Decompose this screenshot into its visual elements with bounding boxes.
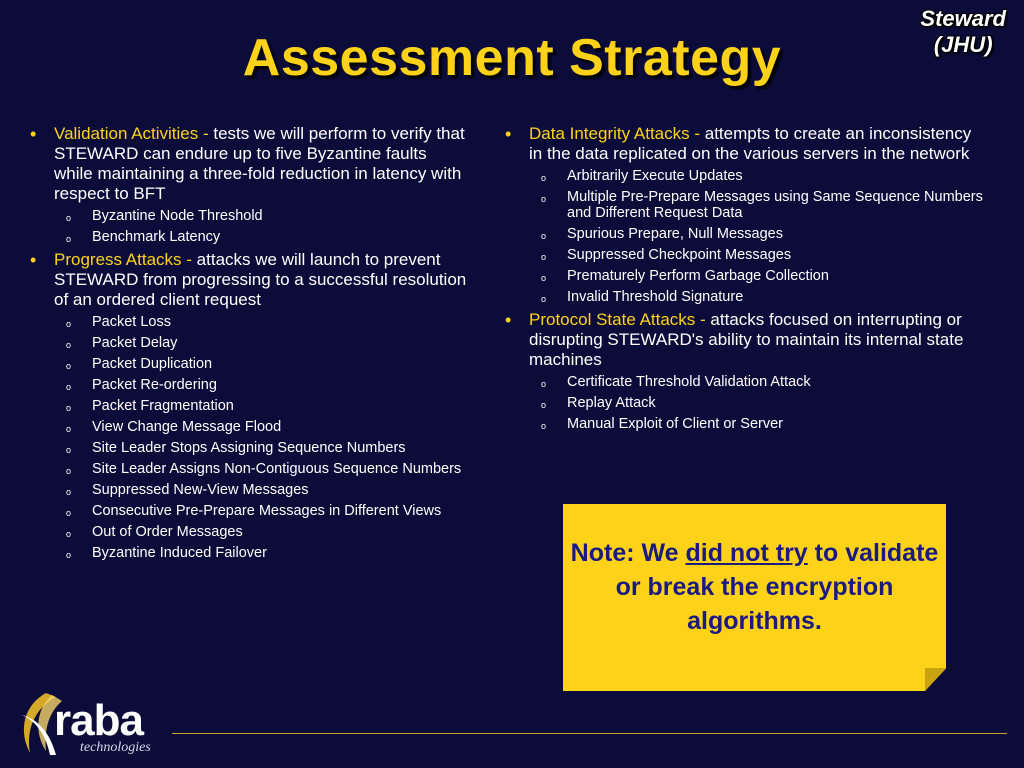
sub-bullet (529, 416, 985, 432)
sub-bullet-list (54, 314, 470, 561)
sub-bullet-text: Spurious Prepare, Null Messages (567, 226, 783, 242)
note-underlined: did not try (685, 539, 808, 567)
sub-bullet-text: Site Leader Assigns Non-Contiguous Sequence Numbers (92, 461, 462, 477)
sub-bullet (529, 247, 985, 263)
sub-bullet (54, 419, 470, 435)
bullet-dot-icon: • (30, 124, 37, 144)
sub-bullet-text: Byzantine Induced Failover (92, 545, 267, 561)
sub-bullet-text: Packet Re-ordering (92, 377, 217, 393)
bullet-text: attempts to create an inconsistency in the data replicated on the various servers in the network (529, 124, 972, 163)
sub-bullet (54, 356, 470, 372)
sub-bullet-text: Manual Exploit of Client or Server (567, 416, 783, 432)
sub-bullet-text: View Change Message Flood (92, 419, 282, 435)
circle-bullet-icon: o (66, 424, 72, 434)
sub-bullet-text: Replay Attack (567, 395, 656, 411)
sub-bullet-text: Suppressed Checkpoint Messages (567, 247, 792, 263)
left-column (30, 124, 470, 566)
circle-bullet-icon: o (66, 319, 72, 329)
sub-bullet (54, 314, 470, 330)
circle-bullet-icon: o (541, 252, 547, 262)
circle-bullet-icon: o (66, 213, 72, 223)
sub-bullet-text: Packet Loss (92, 314, 171, 330)
sub-bullet (529, 226, 985, 242)
note-suffix: to validate or break the encryption algorithms. (615, 539, 939, 635)
circle-bullet-icon: o (541, 173, 547, 183)
sub-bullet (529, 395, 985, 411)
circle-bullet-icon: o (66, 382, 72, 392)
bullet-text: attacks focused on interrupting or disrupting STEWARD's ability to maintain its internal state machines (529, 310, 964, 369)
sub-bullet (54, 377, 470, 393)
bullet-lead: Progress Attacks - (54, 250, 197, 269)
corner-tag-line-2: (JHU) (933, 32, 993, 57)
sub-bullet (54, 208, 470, 224)
circle-bullet-icon: o (541, 194, 547, 204)
bullet-lead: Data Integrity Attacks - (529, 124, 705, 143)
sub-bullet (54, 503, 470, 519)
sub-bullet-text: Out of Order Messages (92, 524, 243, 540)
logo-subtitle: technologies (80, 740, 151, 755)
bullet-dot-icon: • (505, 124, 512, 144)
bullet-lead: Validation Activities - (54, 124, 214, 143)
sub-bullet (529, 189, 985, 221)
right-column (505, 124, 985, 437)
sub-bullet-text: Arbitrarily Execute Updates (567, 168, 743, 184)
sub-bullet (54, 524, 470, 540)
sub-bullet-text: Prematurely Perform Garbage Collection (567, 268, 829, 284)
sub-bullet (54, 482, 470, 498)
main-bullet (505, 310, 985, 432)
bullet-dot-icon: • (30, 250, 37, 270)
sub-bullet (54, 461, 470, 477)
sub-bullet-text: Packet Fragmentation (92, 398, 234, 414)
circle-bullet-icon: o (66, 403, 72, 413)
circle-bullet-icon: o (66, 466, 72, 476)
slide-title: Assessment Strategy (242, 29, 782, 87)
sub-bullet (54, 229, 470, 245)
circle-bullet-icon: o (541, 379, 547, 389)
sub-bullet (529, 168, 985, 184)
main-bullet (505, 124, 985, 305)
sub-bullet-text: Invalid Threshold Signature (567, 289, 744, 305)
circle-bullet-icon: o (541, 273, 547, 283)
bullet-text: tests we will perform to verify that STEWARD can endure up to five Byzantine faults while maintaining a three-fold reduction in latency with respect to BFT (54, 124, 465, 203)
sub-bullet-list (529, 374, 985, 432)
sub-bullet-text: Byzantine Node Threshold (92, 208, 263, 224)
sub-bullet (529, 289, 985, 305)
circle-bullet-icon: o (66, 361, 72, 371)
footer-divider (172, 733, 1007, 734)
corner-tag (920, 6, 1006, 58)
sub-bullet (54, 440, 470, 456)
sub-bullet (54, 335, 470, 351)
bullet-dot-icon: • (505, 310, 512, 330)
circle-bullet-icon: o (66, 529, 72, 539)
circle-bullet-icon: o (66, 445, 72, 455)
circle-bullet-icon: o (541, 421, 547, 431)
circle-bullet-icon: o (541, 400, 547, 410)
sub-bullet-text: Packet Duplication (92, 356, 213, 372)
sub-bullet (54, 545, 470, 561)
corner-tag-line-1: Steward (920, 6, 1006, 31)
sub-bullet-list (54, 208, 470, 245)
sub-bullet-text: Suppressed New-View Messages (92, 482, 309, 498)
sub-bullet-text: Consecutive Pre-Prepare Messages in Different Views (92, 503, 442, 519)
circle-bullet-icon: o (66, 550, 72, 560)
left-bullet-list (30, 124, 470, 561)
sub-bullet-text: Multiple Pre-Prepare Messages using Same Sequence Numbers and Different Request Data (567, 189, 983, 221)
sub-bullet-text: Certificate Threshold Validation Attack (567, 374, 811, 390)
main-bullet (30, 250, 470, 561)
bullet-text: attacks we will launch to prevent STEWARD from progressing to a successful resolution of an ordered client request (54, 250, 467, 309)
circle-bullet-icon: o (66, 340, 72, 350)
sub-bullet-list (529, 168, 985, 305)
circle-bullet-icon: o (541, 294, 547, 304)
sub-bullet-text: Benchmark Latency (92, 229, 221, 245)
circle-bullet-icon: o (66, 487, 72, 497)
logo-wordmark: raba (54, 696, 143, 745)
bullet-lead: Protocol State Attacks - (529, 310, 711, 329)
right-bullet-list (505, 124, 985, 432)
sub-bullet (529, 374, 985, 390)
sub-bullet (54, 398, 470, 414)
sub-bullet-text: Site Leader Stops Assigning Sequence Numbers (92, 440, 406, 456)
note-prefix: Note: We (570, 539, 686, 567)
sub-bullet-text: Packet Delay (92, 335, 178, 351)
circle-bullet-icon: o (66, 234, 72, 244)
main-bullet (30, 124, 470, 245)
sticky-note-text (563, 536, 946, 638)
circle-bullet-icon: o (541, 231, 547, 241)
sub-bullet (529, 268, 985, 284)
circle-bullet-icon: o (66, 508, 72, 518)
